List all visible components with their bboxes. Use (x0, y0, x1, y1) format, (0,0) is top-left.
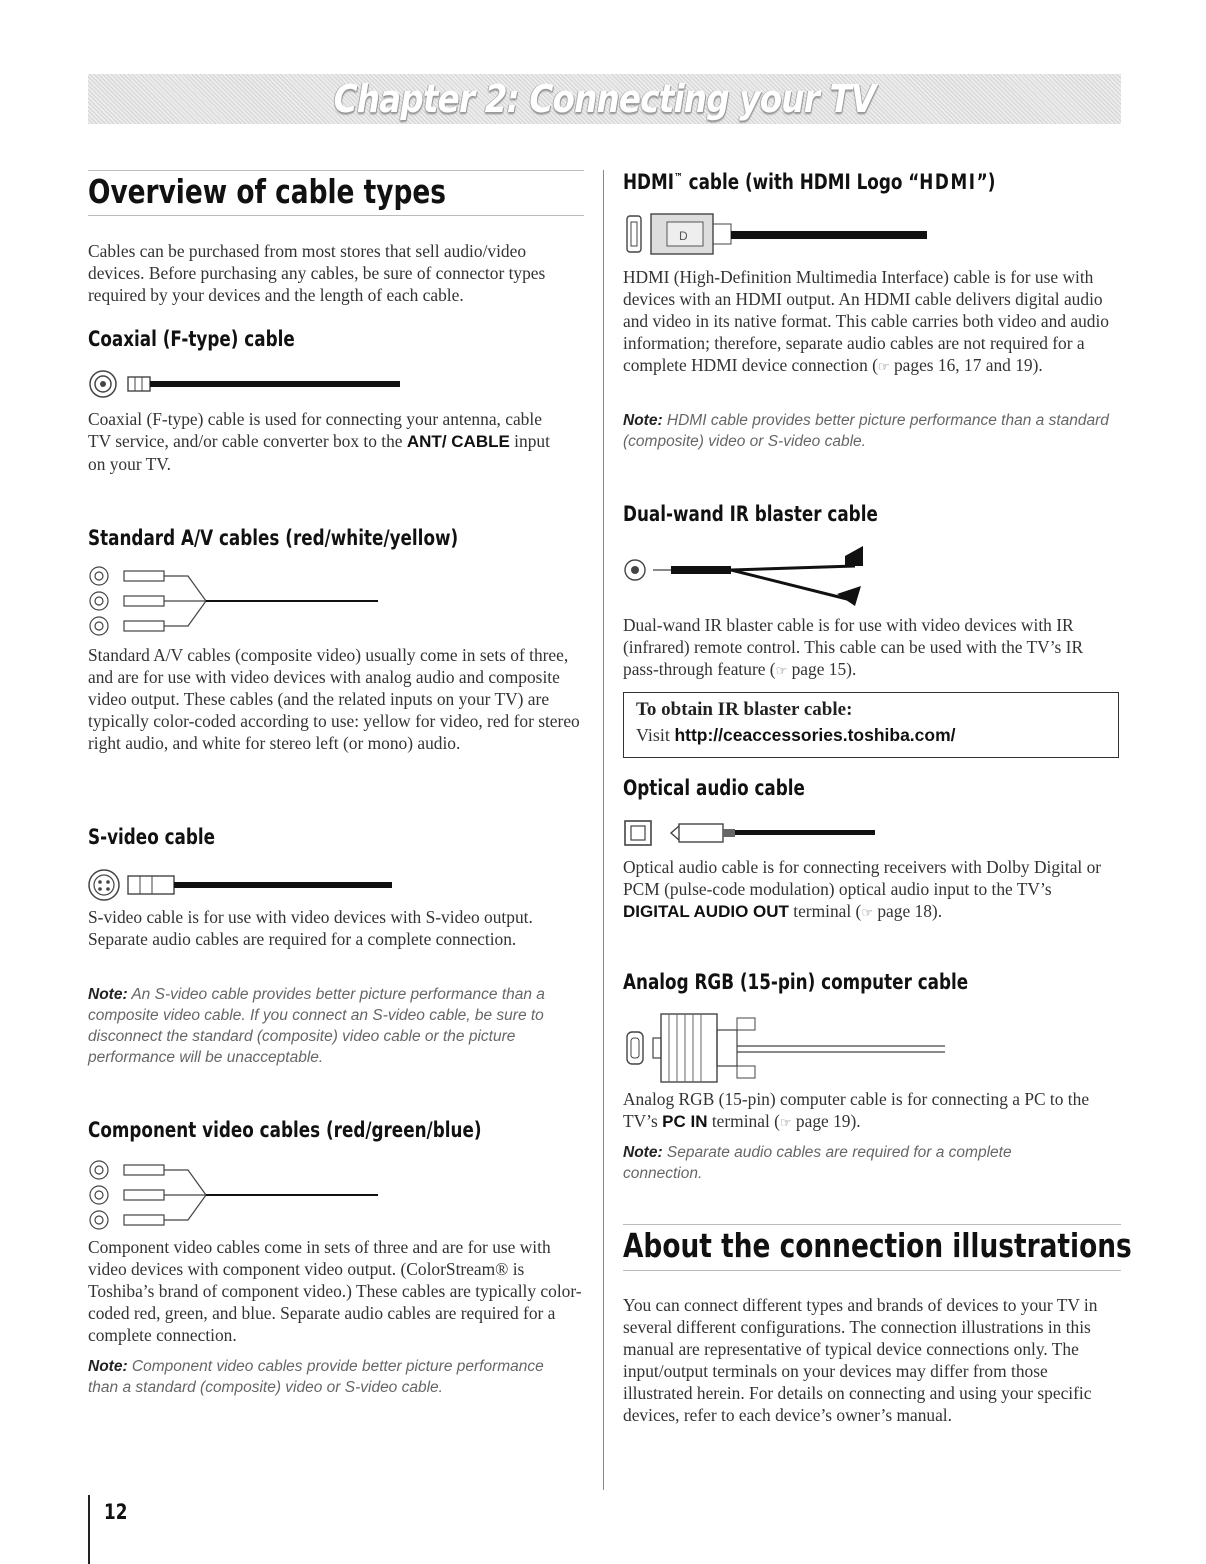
about-body: You can connect different types and brands of devices to your TV in several different configurations. The connection illustrations in this manual are representative of typical device connections only. The input/output terminals on your devices may differ from those illustrated herein. For details on connecting and using your specific devices, refer to each device’s owner’s manual. (623, 1295, 1098, 1425)
about-title: About the connection illustrations (623, 1226, 1132, 1265)
section-rule (623, 1224, 1121, 1225)
coaxial-body-text-end: input on your TV. (88, 431, 550, 474)
component-cable-illustration (88, 1158, 388, 1232)
rgb-cable-illustration (623, 1010, 953, 1084)
hand-pointer-icon: ☞ (861, 905, 873, 920)
ir-title: Dual-wand IR blaster cable (623, 502, 878, 526)
hdmi-title-text: HDMI (623, 170, 674, 194)
svideo-note-text: An S-video cable provides better picture performance than a composite video cable. If you connect an S-video cable, be sure to disconnect the standard (composite) video cable or the picture performance will be unacceptable. (88, 986, 545, 1066)
note-label: Note: (88, 1358, 128, 1375)
svideo-body: S-video cable is for use with video devices with S-video output. Separate audio cables are required for a complete connection. (88, 907, 533, 949)
rgb-body-text-mid: terminal ( (707, 1111, 780, 1131)
optical-body-text-mid: terminal ( (788, 901, 862, 921)
column-divider (603, 170, 604, 1490)
hand-pointer-icon: ☞ (779, 1115, 792, 1130)
rgb-body-text: Analog RGB (15-pin) computer cable is for connecting a PC to the TV’s (623, 1089, 1090, 1131)
av-cable-illustration (88, 564, 388, 638)
page-number: 12 (104, 1500, 128, 1524)
hdmi-title-text-mid: cable (with HDMI Logo “ (682, 170, 920, 194)
optical-body-text: Optical audio cable is for connecting receivers with Dolby Digital or PCM (pulse-code modulation) optical audio input to the TV’s (623, 857, 1102, 899)
ir-box-url[interactable]: http://ceaccessories.toshiba.com/ (674, 725, 956, 745)
ir-blaster-cable-illustration (623, 542, 893, 608)
ir-box-line (636, 725, 956, 746)
hand-pointer-icon: ☞ (775, 663, 788, 678)
hdmi-title (623, 170, 995, 194)
page-number-bar (88, 1495, 90, 1564)
av-title: Standard A/V cables (red/white/yellow) (88, 526, 459, 550)
component-note (88, 1356, 568, 1398)
hdmi-title-text-end: ”) (976, 170, 996, 194)
hdmi-note-text: HDMI cable provides better picture performance than a standard (composite) video or S-video cable. (623, 412, 1109, 450)
ir-body-text-end: page 15). (787, 659, 857, 679)
ant-cable-keyword: ANT/ CABLE (406, 432, 510, 451)
rgb-title: Analog RGB (15-pin) computer cable (623, 970, 969, 994)
chapter-banner (88, 74, 1121, 124)
hdmi-body (623, 266, 1121, 378)
optical-body-text-end: page 18). (873, 901, 943, 921)
hdmi-note (623, 410, 1121, 452)
rgb-note-text: Separate audio cables are required for a complete connection. (623, 1144, 1012, 1182)
note-label: Note: (623, 412, 663, 429)
rgb-note (623, 1142, 1093, 1184)
hdmi-cable-illustration (623, 210, 933, 258)
svideo-cable-illustration (88, 868, 398, 902)
component-body: Component video cables come in sets of three and are for use with video devices with component video output. (ColorStream® is Toshiba’s brand of component video.) These cables are typically color-coded red, green, and blue. Separate audio cables are required for a complete connection. (88, 1237, 582, 1345)
ir-box-title: To obtain IR blaster cable: (636, 699, 853, 720)
chapter-title: Chapter 2: Connecting your TV (333, 77, 876, 121)
trademark-symbol: ™ (673, 171, 683, 184)
ir-box-visit: Visit (636, 725, 675, 745)
ir-body-text: Dual-wand IR blaster cable is for use with video devices with IR (infrared) remote control. This cable can be used with the TV’s IR pass-through feature ( (623, 615, 1084, 679)
optical-body (623, 856, 1121, 924)
svg-text:D: D (679, 229, 688, 243)
optical-title: Optical audio cable (623, 776, 805, 800)
component-note-text: Component video cables provide better picture performance than a standard (composite) video or S-video cable. (88, 1358, 544, 1396)
rgb-body-text-end: page 19). (791, 1111, 861, 1131)
hand-pointer-icon: ☞ (877, 359, 890, 374)
overview-title: Overview of cable types (88, 172, 446, 211)
optical-cable-illustration (623, 818, 883, 848)
section-rule (88, 215, 584, 216)
section-rule (623, 1270, 1121, 1271)
svideo-note (88, 984, 584, 1068)
svideo-title: S-video cable (88, 825, 216, 849)
rgb-body (623, 1088, 1121, 1134)
note-label: Note: (88, 986, 128, 1003)
hdmi-logo: HDMI (919, 170, 977, 194)
section-rule (88, 170, 584, 171)
coaxial-title: Coaxial (F-type) cable (88, 327, 295, 351)
component-title: Component video cables (red/green/blue) (88, 1118, 482, 1142)
digital-audio-out-keyword: DIGITAL AUDIO OUT (623, 902, 789, 921)
coaxial-body (88, 408, 558, 475)
ir-body (623, 614, 1121, 682)
pc-in-keyword: PC IN (662, 1112, 708, 1131)
coaxial-body-text: Coaxial (F-type) cable is used for connecting your antenna, cable TV service, and/or cable converter box to the (88, 409, 542, 451)
overview-intro: Cables can be purchased from most stores that sell audio/video devices. Before purchasing any cables, be sure of connector types required by your devices and the length of each cable. (88, 241, 546, 305)
coaxial-cable-illustration (88, 368, 408, 400)
hdmi-body-text: HDMI (High-Definition Multimedia Interface) cable is for use with devices with an HDMI output. An HDMI cable delivers digital audio and video in its native format. This cable carries both video and audio information; therefore, separate audio cables are not required for a complete HDMI device connection ( (623, 267, 1109, 375)
note-label: Note: (623, 1144, 663, 1161)
hdmi-body-text-end: pages 16, 17 and 19). (889, 355, 1043, 375)
ir-blaster-info-box (623, 692, 1119, 758)
av-body: Standard A/V cables (composite video) usually come in sets of three, and are for use with video devices with analog audio and composite video output. These cables (and the related inputs on your TV) are typically color-coded according to use: yellow for video, red for stereo right audio, and white for stereo left (or mono) audio. (88, 645, 580, 753)
